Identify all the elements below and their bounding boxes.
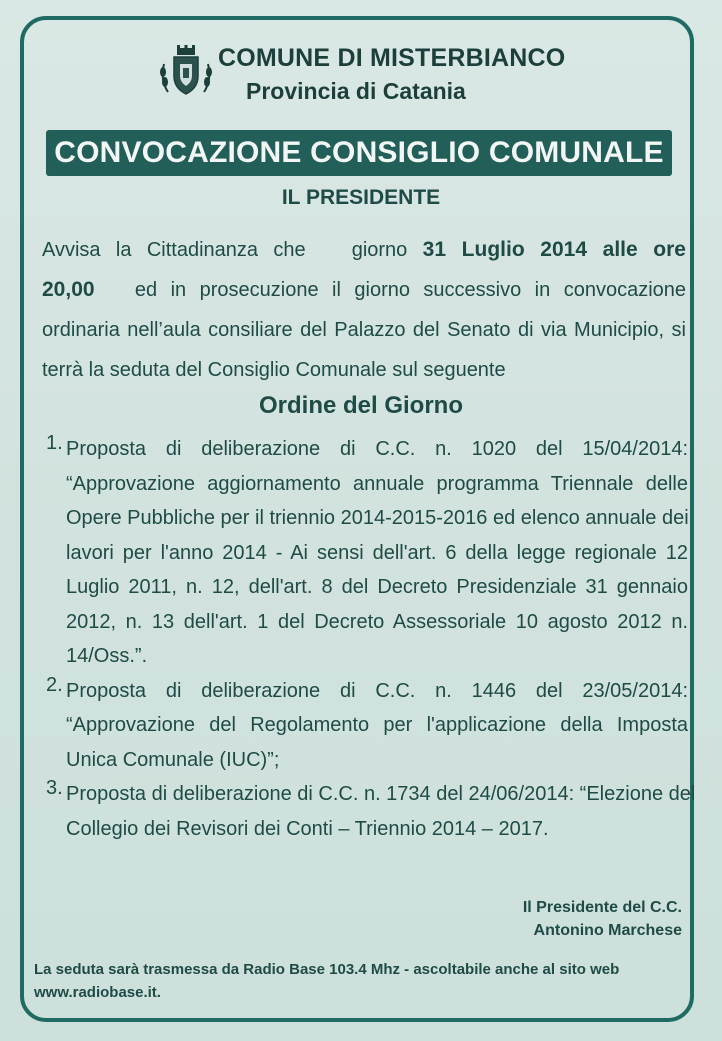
meeting-time: 20,00 [42,278,95,301]
agenda-line: 14/Oss.”. [66,645,148,667]
agenda-line: Proposta di deliberazione di C.C. n. 1446 del 23/05/2014: [66,679,688,702]
footer-website: www.radiobase.it. [34,984,161,1001]
intro-text: Avvisa la Cittadinanza che [42,239,306,261]
agenda-line: Unica Comunale (IUC)”; [66,748,280,771]
intro-line: terrà la seduta del Consiglio Comunale sul seguente [42,359,506,381]
signature-role: Il Presidente del C.C. [522,899,682,916]
signature-block [523,896,682,942]
agenda-line: Collegio dei Revisori dei Conti – Triennio 2014 – 2017. [66,817,549,840]
comune-name: COMUNE DI MISTERBIANCO [218,44,566,72]
agenda-heading: Ordine del Giorno [258,392,463,419]
agenda-line: 2012, n. 13 dell'art. 1 del Decreto Assessoriale 10 agosto 2012 n. [66,610,688,633]
intro-paragraph [42,230,686,390]
agenda-list [40,432,696,846]
header [150,38,570,110]
agenda-line: Opere Pubbliche per il triennio 2014-2015-2016 ed elenco annuale dei [66,507,689,529]
agenda-line: “Approvazione del Regolamento per l'applicazione della Imposta [66,714,688,736]
agenda-item [40,674,688,778]
intro-line [42,230,686,270]
intro-text: giorno [351,239,408,261]
intro-line [42,270,686,310]
broadcast-notice [34,958,694,1004]
intro-line: ordinaria nell’aula consiliare del Palazzo del Senato di via Municipio, si [42,319,686,341]
provincia-name: Provincia di Catania [246,78,466,104]
title-banner [46,130,672,176]
agenda-item-number: 2. [46,673,63,696]
agenda-item [40,777,696,846]
page-title: CONVOCAZIONE CONSIGLIO COMUNALE [54,136,664,169]
agenda-line: Proposta di deliberazione di C.C. n. 1734 del 24/06/2014: “Elezione del [66,783,696,805]
agenda-line: Proposta di deliberazione di C.C. n. 1020 del 15/04/2014: [66,438,688,460]
agenda-item [40,432,688,674]
municipal-crest-icon [156,42,216,102]
intro-text: ed in prosecuzione il giorno successivo in convocazione [134,279,687,301]
agenda-item-number: 1. [46,432,63,454]
signature-name: Antonino Marchese [533,922,682,939]
meeting-date: 31 Luglio 2014 alle ore [422,238,686,261]
footer-line: La seduta sarà trasmessa da Radio Base 103.4 Mhz - ascoltabile anche al sito web [34,961,620,978]
agenda-line: Luglio 2011, n. 12, dell'art. 8 del Decreto Presidenziale 31 gennaio [66,576,688,598]
agenda-line: “Approvazione aggiornamento annuale programma Triennale delle [66,472,688,495]
agenda-line: lavori per l'anno 2014 - Ai sensi dell'art. 6 della legge regionale 12 [66,541,688,564]
presidente-heading: IL PRESIDENTE [281,186,441,209]
agenda-item-number: 3. [46,777,63,799]
